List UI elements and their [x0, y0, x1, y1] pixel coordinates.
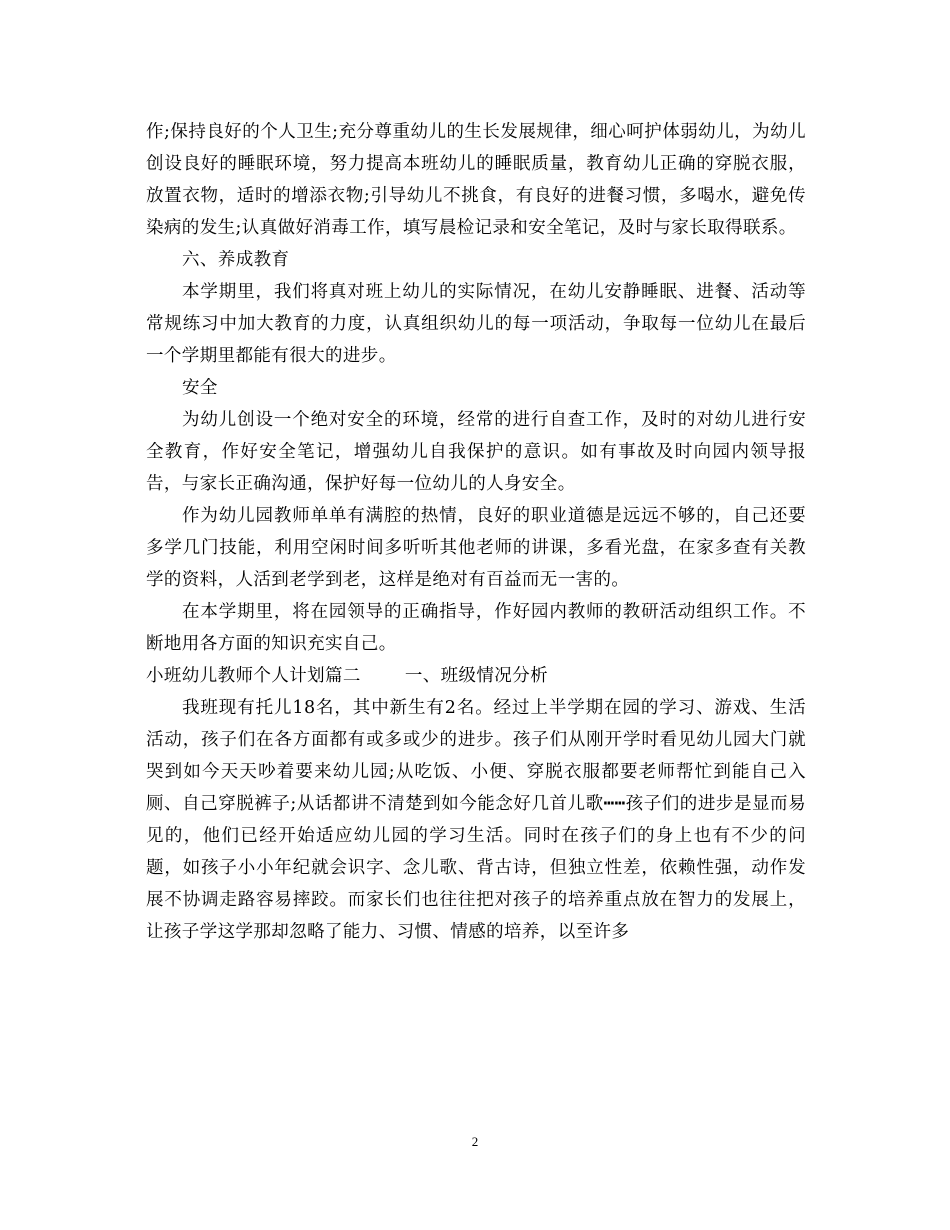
- paragraph: 作;保持良好的个人卫生;充分尊重幼儿的生长发展规律，细心呵护体弱幼儿，为幼儿创设良好的睡眠环境，努力提高本班幼儿的睡眠质量，教育幼儿正确的穿脱衣服，放置衣物，适时的增添衣物;引导幼儿不挑食，有良好的进餐习惯，多喝水，避免传染病的发生;认真做好消毒工作，填写晨检记录和安全笔记，及时与家长取得联系。: [146, 122, 806, 238]
- page-number: 2: [471, 1134, 479, 1149]
- paragraph: 为幼儿创设一个绝对安全的环境，经常的进行自查工作，及时的对幼儿进行安全教育，作好安全笔记，增强幼儿自我保护的意识。如有事故及时向园内领导报告，与家长正确沟通，保护好每一位幼儿的人身安全。: [146, 410, 806, 494]
- paragraph: 作为幼儿园教师单单有满腔的热情，良好的职业道德是远远不够的，自己还要多学几门技能，利用空闲时间多听听其他老师的讲课，多看光盘，在家多查有关教学的资料，人活到老学到老，这样是绝对有百益而无一害的。: [146, 506, 806, 590]
- section-title-habits: 六、养成教育: [182, 250, 290, 270]
- document-body: [146, 116, 806, 948]
- section-heading-title: 小班幼儿教师个人计划篇二: [146, 666, 361, 686]
- paragraph: 本学期里，我们将真对班上幼儿的实际情况，在幼儿安静睡眠、进餐、活动等常规练习中加大教育的力度，认真组织幼儿的每一项活动，争取每一位幼儿在最后一个学期里都能有很大的进步。: [146, 282, 806, 366]
- heading-spacer: [361, 660, 405, 692]
- section-heading-subtitle: 一、班级情况分析: [404, 666, 549, 686]
- section-title-safety: 安全: [182, 378, 218, 398]
- paragraph: 我班现有托儿18名，其中新生有2名。经过上半学期在园的学习、游戏、生活活动，孩子们在各方面都有或多或少的进步。孩子们从刚开学时看见幼儿园大门就哭到如今天天吵着要来幼儿园;从吃饭、小便、穿脱衣服都要老师帮忙到能自己入厕、自己穿脱裤子;从话都讲不清楚到如今能念好几首儿歌┅┅孩子们的进步是显而易见的，他们已经开始适应幼儿园的学习生活。同时在孩子们的身上也有不少的问题，如孩子小小年纪就会识字、念儿歌、背古诗，但独立性差，依赖性强，动作发展不协调走路容易摔跤。而家长们也往往把对孩子的培养重点放在智力的发展上，让孩子学这学那却忽略了能力、习惯、情感的培养，以至许多: [146, 698, 806, 942]
- paragraph: 在本学期里，将在园领导的正确指导，作好园内教师的教研活动组织工作。不断地用各方面的知识充实自己。: [146, 602, 806, 654]
- section-heading: [146, 660, 806, 692]
